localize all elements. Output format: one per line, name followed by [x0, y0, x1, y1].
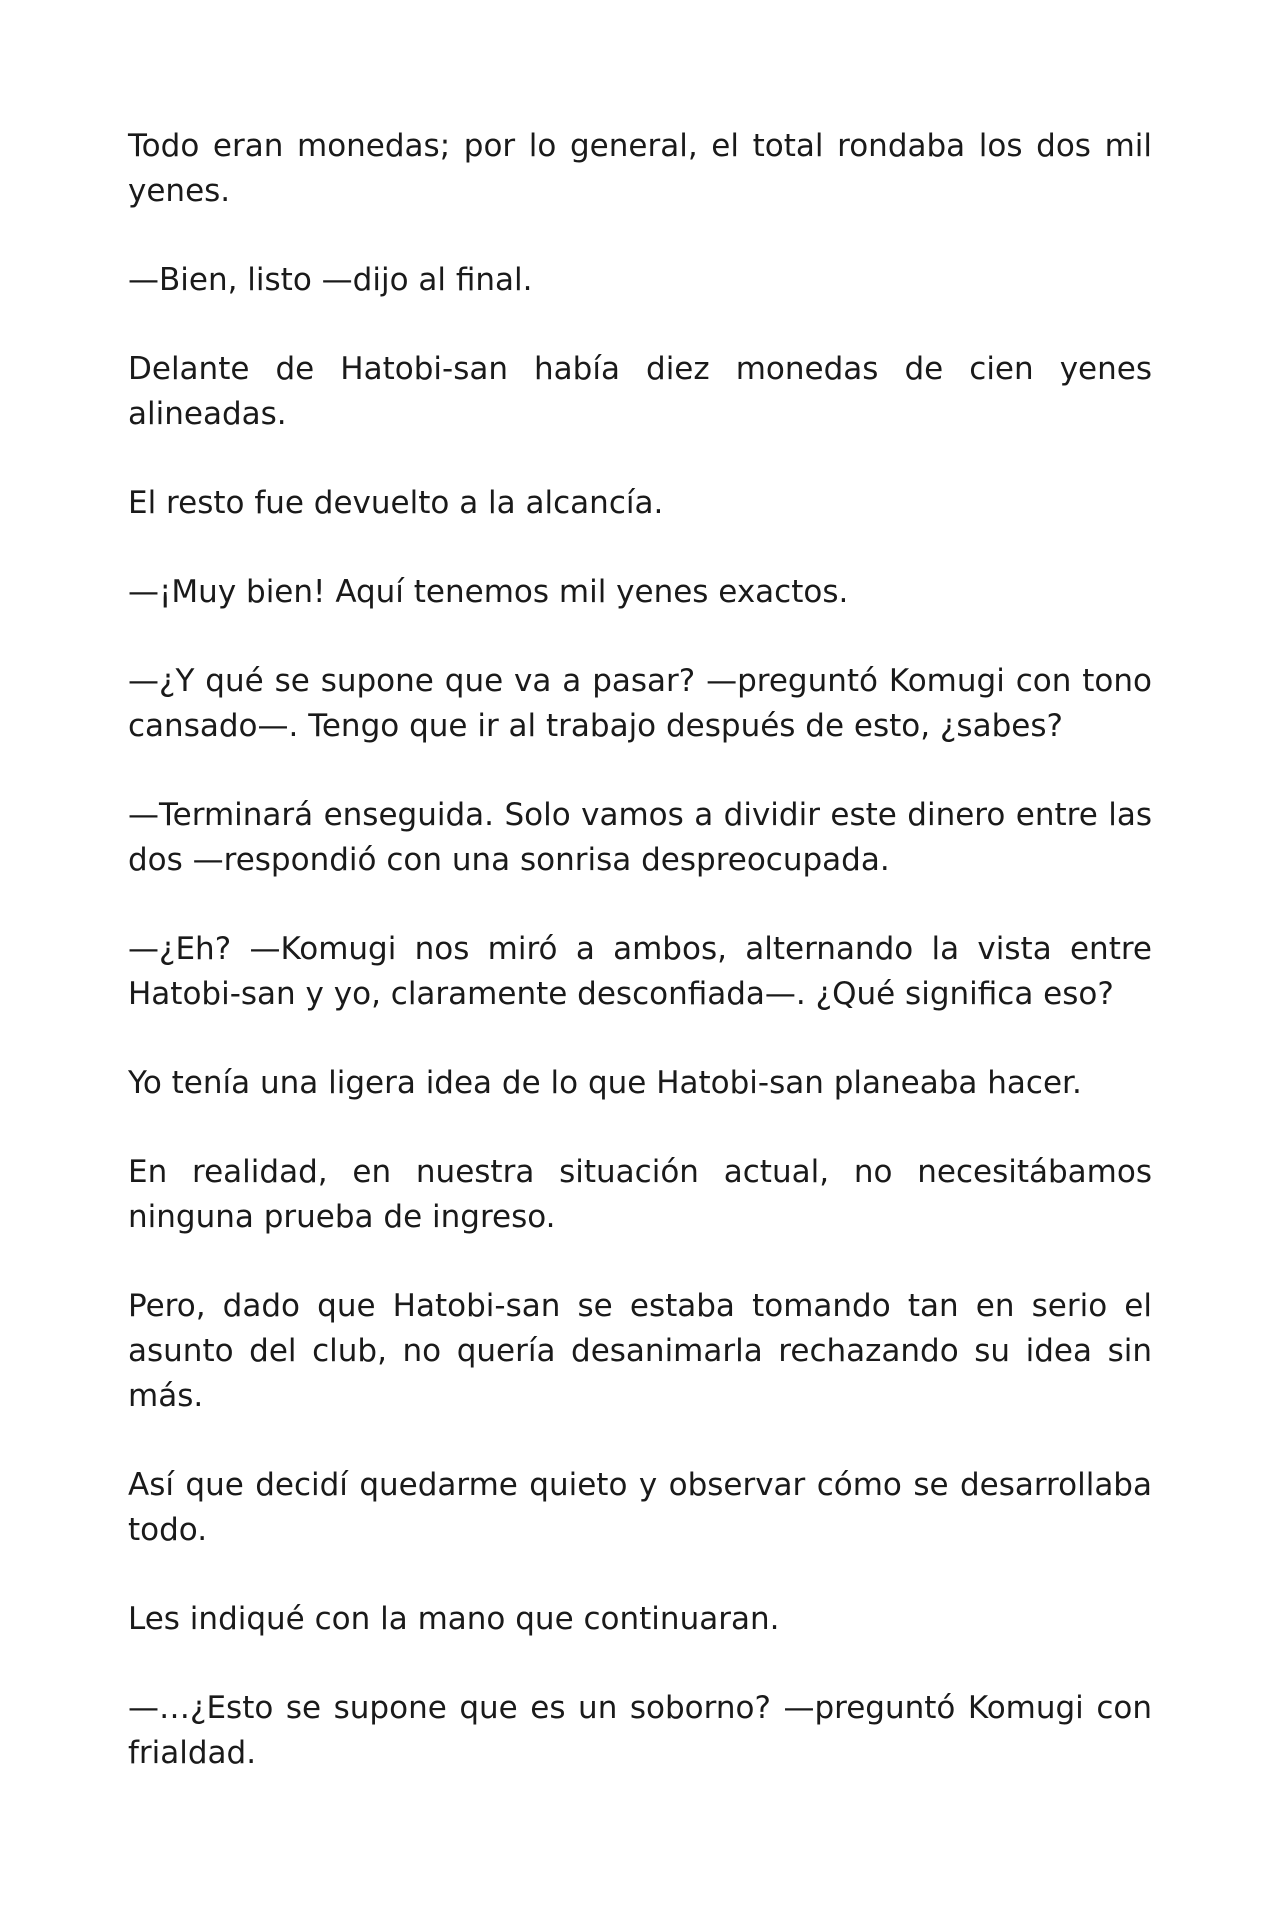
paragraph: Yo tenía una ligera idea de lo que Hatobi-san planeaba hacer.	[128, 1065, 1082, 1101]
paragraph: —Bien, listo —dijo al final.	[128, 262, 533, 298]
paragraph: —…¿Esto se supone que es un soborno? —preguntó Komugi con frialdad.	[128, 1690, 1152, 1771]
paragraph: Así que decidí quedarme quieto y observar cómo se desarrollaba todo.	[128, 1467, 1152, 1548]
paragraph: En realidad, en nuestra situación actual, no necesitábamos ninguna prueba de ingreso.	[128, 1154, 1152, 1235]
text-body	[128, 124, 1152, 1820]
paragraph: Les indiqué con la mano que continuaran.	[128, 1601, 780, 1637]
paragraph: Delante de Hatobi-san había diez monedas de cien yenes alineadas.	[128, 351, 1152, 432]
paragraph: Todo eran monedas; por lo general, el total rondaba los dos mil yenes.	[128, 128, 1152, 209]
paragraph: —¿Eh? —Komugi nos miró a ambos, alternando la vista entre Hatobi-san y yo, claramente desconfiada—. ¿Qué significa eso?	[128, 931, 1152, 1012]
paragraph: —Terminará enseguida. Solo vamos a dividir este dinero entre las dos —respondió con una sonrisa despreocupada.	[128, 797, 1152, 878]
paragraph: —¡Muy bien! Aquí tenemos mil yenes exactos.	[128, 574, 849, 610]
paragraph: El resto fue devuelto a la alcancía.	[128, 485, 664, 521]
paragraph: —¿Y qué se supone que va a pasar? —preguntó Komugi con tono cansado—. Tengo que ir al trabajo después de esto, ¿sabes?	[128, 663, 1152, 744]
paragraph: Pero, dado que Hatobi-san se estaba tomando tan en serio el asunto del club, no quería desanimarla rechazando su idea sin más.	[128, 1288, 1152, 1414]
